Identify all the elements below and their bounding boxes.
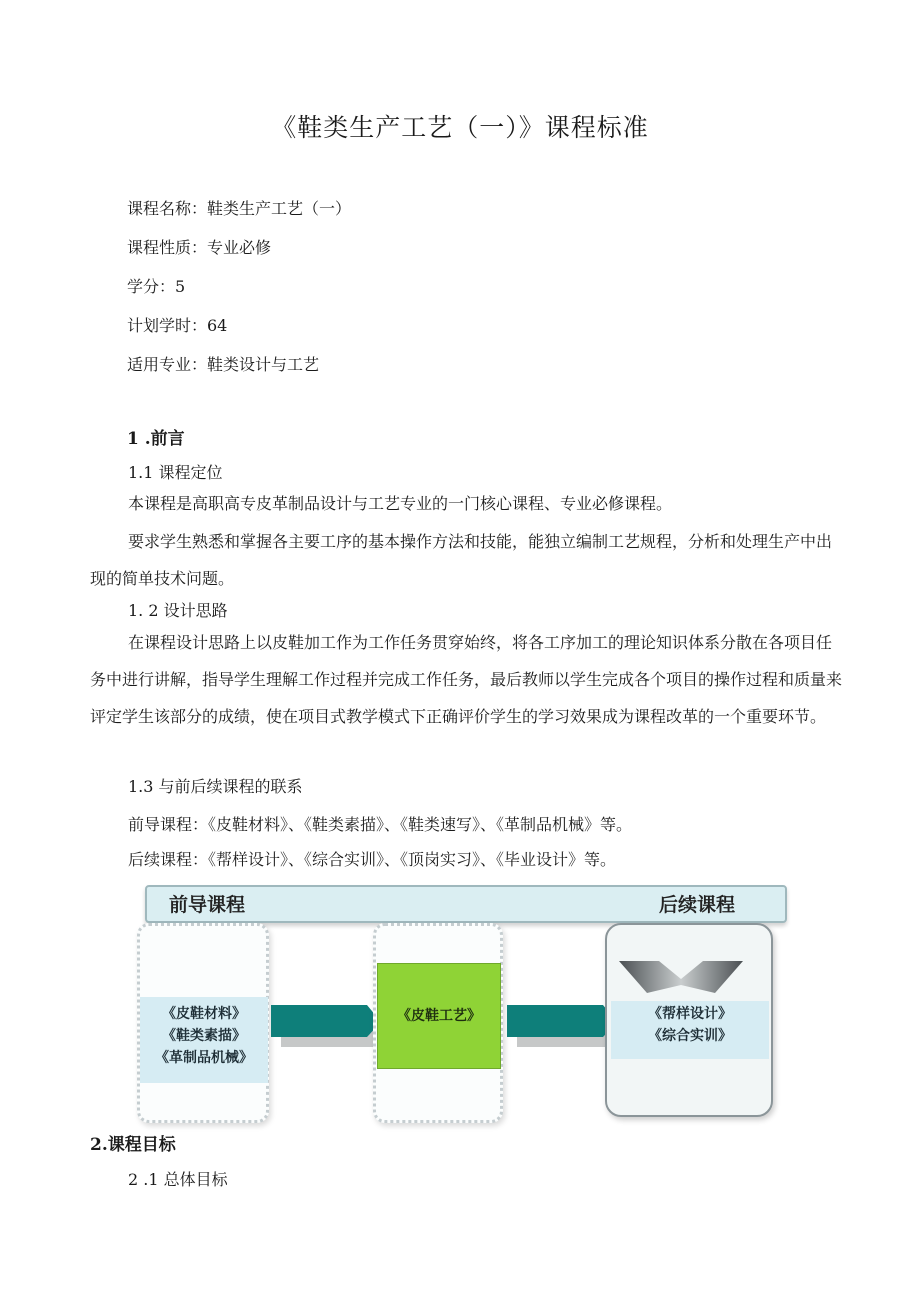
arrow-right-icon [269,1001,389,1055]
paragraph-design-idea: 在课程设计思路上以皮鞋加工作为工作任务贯穿始终，将各工序加工的理论知识体系分散在各项目任务中进行讲解，指导学生理解工作过程并完成工作任务，最后教师以学生完成各个项目的操作过程和质量来评定学生该部分的成绩，使在项目式教学模式下正确评价学生的学习效果成为课程改革的一个重要环节。 [90,633,843,726]
pre-course-item: 《鞋类素描》 [162,1028,246,1044]
document-title: 《鞋类生产工艺（一）》课程标准 [271,113,649,142]
course-nature: 课程性质：专业必修 [127,238,272,257]
chevron-down-icon [619,957,743,999]
pre-course-item: 《皮鞋材料》 [162,1006,246,1022]
core-course-box: 《皮鞋工艺》 [377,963,501,1069]
course-name: 课程名称：鞋类生产工艺（一） [127,199,352,218]
pre-courses-list [140,997,268,1083]
paragraph-requirements: 要求学生熟悉和掌握各主要工序的基本操作方法和技能，能独立编制工艺规程，分析和处理生产中出现的简单技术问题。 [90,532,833,588]
post-courses-header: 后续课程 [658,894,735,916]
post-course-item: 《综合实训》 [648,1028,732,1044]
diagram-header-bar [145,885,787,923]
paragraph-positioning: 本课程是高职高专皮革制品设计与工艺专业的一门核心课程、专业必修课程。 [128,494,673,513]
follow-up-courses: 后续课程：《帮样设计》、《综合实训》、《顶岗实习》、《毕业设计》等。 [128,850,617,869]
course-hours: 计划学时：64 [127,316,228,335]
course-major: 适用专业：鞋类设计与工艺 [127,355,320,374]
pre-course-item: 《革制品机械》 [155,1050,253,1066]
prerequisite-courses: 前导课程：《皮鞋材料》、《鞋类素描》、《鞋类速写》、《革制品机械》等。 [128,815,633,834]
subsection-1-2: 1. 2 设计思路 [128,601,228,620]
course-credits: 学分：5 [127,277,186,296]
subsection-2-1: 2 .1 总体目标 [128,1170,228,1189]
section-1-heading: 1 .前言 [127,429,185,449]
post-courses-list [611,1001,769,1059]
course-relation-diagram [131,883,787,1123]
post-course-item: 《帮样设计》 [648,1006,732,1022]
subsection-1-1: 1.1 课程定位 [128,463,223,482]
subsection-1-3: 1.3 与前后续课程的联系 [128,777,303,796]
section-2-heading: 2.课程目标 [90,1135,176,1155]
pre-courses-header: 前导课程 [169,894,246,916]
